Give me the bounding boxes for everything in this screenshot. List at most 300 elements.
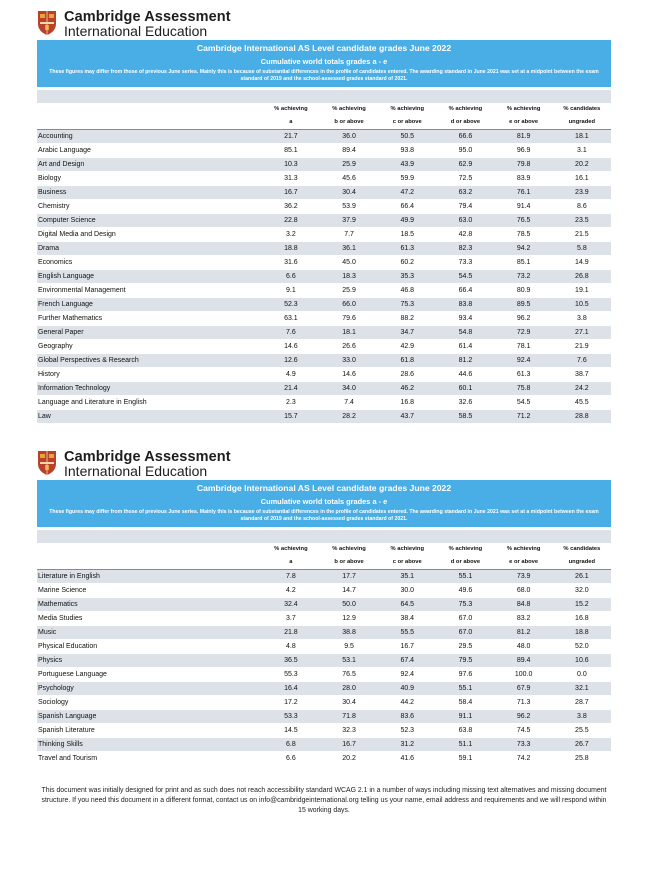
results-section-2: [37, 450, 611, 766]
value-cell: 29.5: [436, 640, 494, 654]
grades-table: [37, 103, 611, 424]
subject-cell: Portuguese Language: [37, 668, 262, 682]
value-cell: 68.0: [495, 584, 553, 598]
value-cell: 35.3: [378, 270, 436, 284]
value-cell: 81.9: [495, 130, 553, 144]
value-cell: 83.6: [378, 710, 436, 724]
value-cell: 28.8: [553, 410, 611, 424]
value-cell: 58.5: [436, 410, 494, 424]
table-row: [37, 696, 611, 710]
value-cell: 79.4: [436, 200, 494, 214]
value-cell: 10.3: [262, 158, 320, 172]
value-cell: 12.9: [320, 612, 378, 626]
value-cell: 79.8: [495, 158, 553, 172]
subject-cell: Chemistry: [37, 200, 262, 214]
value-cell: 3.2: [262, 228, 320, 242]
column-header: % achieving: [506, 106, 541, 112]
value-cell: 45.6: [320, 172, 378, 186]
value-cell: 18.8: [262, 242, 320, 256]
value-cell: 18.3: [320, 270, 378, 284]
table-row: [37, 724, 611, 738]
table-row: [37, 710, 611, 724]
value-cell: 26.6: [320, 340, 378, 354]
column-header: % achieving: [390, 106, 424, 112]
value-cell: 14.5: [262, 724, 320, 738]
value-cell: 73.9: [495, 570, 553, 584]
value-cell: 91.1: [436, 710, 494, 724]
column-subheader: c or above: [378, 556, 436, 570]
value-cell: 100.0: [495, 668, 553, 682]
value-cell: 50.0: [320, 598, 378, 612]
brand-name: Cambridge Assessment: [64, 9, 231, 25]
value-cell: 61.3: [495, 368, 553, 382]
subject-cell: Physics: [37, 654, 262, 668]
brand-subname: International Education: [64, 463, 208, 479]
value-cell: 84.8: [495, 598, 553, 612]
column-subheader: ungraded: [553, 556, 611, 570]
value-cell: 32.1: [553, 682, 611, 696]
value-cell: 44.6: [436, 368, 494, 382]
subject-cell: Information Technology: [37, 382, 262, 396]
value-cell: 42.9: [378, 340, 436, 354]
value-cell: 94.2: [495, 242, 553, 256]
column-header: % achieving: [274, 106, 308, 112]
column-header: % achieving: [448, 546, 483, 552]
value-cell: 2.3: [262, 396, 320, 410]
subject-cell: Psychology: [37, 682, 262, 696]
value-cell: 17.2: [262, 696, 320, 710]
value-cell: 14.6: [262, 340, 320, 354]
value-cell: 32.6: [436, 396, 494, 410]
value-cell: 28.0: [320, 682, 378, 696]
value-cell: 54.5: [436, 270, 494, 284]
value-cell: 24.2: [553, 382, 611, 396]
subject-cell: Art and Design: [37, 158, 262, 172]
brand-header: [37, 10, 611, 38]
value-cell: 23.9: [553, 186, 611, 200]
value-cell: 63.2: [436, 186, 494, 200]
value-cell: 46.2: [378, 382, 436, 396]
value-cell: 26.7: [553, 738, 611, 752]
value-cell: 31.2: [378, 738, 436, 752]
value-cell: 16.7: [320, 738, 378, 752]
value-cell: 4.9: [262, 368, 320, 382]
subject-cell: Music: [37, 626, 262, 640]
value-cell: 4.8: [262, 640, 320, 654]
column-subheader: d or above: [436, 556, 494, 570]
table-row: [37, 682, 611, 696]
value-cell: 59.1: [436, 752, 494, 766]
value-cell: 76.1: [495, 186, 553, 200]
subject-cell: Mathematics: [37, 598, 262, 612]
column-subheader: e or above: [495, 556, 553, 570]
value-cell: 47.2: [378, 186, 436, 200]
column-header-blank: [37, 103, 262, 116]
value-cell: 45.5: [553, 396, 611, 410]
value-cell: 79.6: [320, 312, 378, 326]
value-cell: 7.7: [320, 228, 378, 242]
column-subheader: c or above: [378, 116, 436, 130]
table-row: [37, 172, 611, 186]
value-cell: 32.4: [262, 598, 320, 612]
value-cell: 31.6: [262, 256, 320, 270]
value-cell: 6.8: [262, 738, 320, 752]
value-cell: 53.9: [320, 200, 378, 214]
subject-cell: Accounting: [37, 130, 262, 144]
value-cell: 32.3: [320, 724, 378, 738]
table-row: [37, 626, 611, 640]
value-cell: 19.1: [553, 284, 611, 298]
value-cell: 61.8: [378, 354, 436, 368]
value-cell: 60.2: [378, 256, 436, 270]
column-header: % candidates: [563, 106, 601, 112]
table-row: [37, 144, 611, 158]
table-row: [37, 242, 611, 256]
crest-logo-icon: [37, 450, 57, 476]
value-cell: 53.3: [262, 710, 320, 724]
value-cell: 16.8: [378, 396, 436, 410]
column-header: % achieving: [448, 106, 483, 112]
value-cell: 71.8: [320, 710, 378, 724]
value-cell: 91.4: [495, 200, 553, 214]
table-row: [37, 326, 611, 340]
value-cell: 81.2: [436, 354, 494, 368]
value-cell: 61.4: [436, 340, 494, 354]
value-cell: 38.7: [553, 368, 611, 382]
subject-cell: Further Mathematics: [37, 312, 262, 326]
value-cell: 76.5: [320, 668, 378, 682]
value-cell: 15.7: [262, 410, 320, 424]
column-subheader: ungraded: [553, 116, 611, 130]
value-cell: 41.6: [378, 752, 436, 766]
value-cell: 20.2: [320, 752, 378, 766]
table-row: [37, 340, 611, 354]
value-cell: 71.2: [495, 410, 553, 424]
value-cell: 89.4: [495, 654, 553, 668]
brand-header: [37, 450, 611, 478]
banner-note: These figures may differ from those of previous June series. Mainly this is because of substantial differences in the profile of candidates entered. The awarding standard in June 2021 was set at a midpoint between the exam standard of 2019 and the school-assessed grades standard of 2021.: [49, 509, 599, 522]
brand-name: Cambridge Assessment: [64, 449, 231, 465]
value-cell: 72.5: [436, 172, 494, 186]
value-cell: 72.9: [495, 326, 553, 340]
table-row: [37, 228, 611, 242]
value-cell: 37.9: [320, 214, 378, 228]
subject-cell: Media Studies: [37, 612, 262, 626]
value-cell: 55.5: [378, 626, 436, 640]
subject-cell: Business: [37, 186, 262, 200]
subject-cell: General Paper: [37, 326, 262, 340]
spacer-bar: [37, 90, 611, 103]
value-cell: 36.1: [320, 242, 378, 256]
title-banner: [37, 480, 611, 527]
table-row: [37, 158, 611, 172]
value-cell: 16.7: [262, 186, 320, 200]
value-cell: 96.2: [495, 312, 553, 326]
value-cell: 30.4: [320, 186, 378, 200]
banner-subtitle: Cumulative world totals grades a - e: [260, 497, 388, 506]
value-cell: 23.5: [553, 214, 611, 228]
subject-cell: Literature in English: [37, 570, 262, 584]
value-cell: 12.6: [262, 354, 320, 368]
value-cell: 66.6: [436, 130, 494, 144]
value-cell: 83.9: [495, 172, 553, 186]
value-cell: 16.4: [262, 682, 320, 696]
banner-note: These figures may differ from those of previous June series. Mainly this is because of substantial differences in the profile of candidates entered. The awarding standard in June 2021 was set at a midpoint between the exam standard of 2019 and the school-assessed grades standard of 2021.: [49, 69, 599, 82]
value-cell: 54.5: [495, 396, 553, 410]
value-cell: 18.1: [320, 326, 378, 340]
crest-logo-icon: [37, 10, 57, 36]
value-cell: 26.8: [553, 270, 611, 284]
column-subheader: a: [262, 116, 320, 130]
value-cell: 83.2: [495, 612, 553, 626]
subject-cell: Computer Science: [37, 214, 262, 228]
value-cell: 21.4: [262, 382, 320, 396]
value-cell: 67.0: [436, 612, 494, 626]
value-cell: 21.7: [262, 130, 320, 144]
value-cell: 63.8: [436, 724, 494, 738]
value-cell: 9.5: [320, 640, 378, 654]
value-cell: 58.4: [436, 696, 494, 710]
value-cell: 28.6: [378, 368, 436, 382]
value-cell: 31.3: [262, 172, 320, 186]
column-header: % achieving: [390, 546, 424, 552]
value-cell: 26.1: [553, 570, 611, 584]
column-header: % achieving: [274, 546, 308, 552]
subject-cell: Sociology: [37, 696, 262, 710]
value-cell: 18.5: [378, 228, 436, 242]
value-cell: 3.1: [553, 144, 611, 158]
value-cell: 14.7: [320, 584, 378, 598]
column-subheader: b or above: [320, 116, 378, 130]
value-cell: 81.2: [495, 626, 553, 640]
value-cell: 73.2: [495, 270, 553, 284]
value-cell: 35.1: [378, 570, 436, 584]
value-cell: 63.1: [262, 312, 320, 326]
value-cell: 75.8: [495, 382, 553, 396]
subject-cell: Environmental Management: [37, 284, 262, 298]
value-cell: 75.3: [378, 298, 436, 312]
value-cell: 93.8: [378, 144, 436, 158]
value-cell: 66.0: [320, 298, 378, 312]
value-cell: 36.0: [320, 130, 378, 144]
value-cell: 54.8: [436, 326, 494, 340]
grades-table: [37, 543, 611, 766]
brand-subname: International Education: [64, 23, 208, 39]
table-row: [37, 312, 611, 326]
value-cell: 85.1: [262, 144, 320, 158]
subject-cell: Physical Education: [37, 640, 262, 654]
value-cell: 76.5: [495, 214, 553, 228]
value-cell: 46.8: [378, 284, 436, 298]
value-cell: 71.3: [495, 696, 553, 710]
column-subheader: a: [262, 556, 320, 570]
value-cell: 38.8: [320, 626, 378, 640]
value-cell: 89.5: [495, 298, 553, 312]
value-cell: 36.5: [262, 654, 320, 668]
value-cell: 3.7: [262, 612, 320, 626]
value-cell: 40.9: [378, 682, 436, 696]
column-header: % candidates: [563, 546, 601, 552]
value-cell: 30.4: [320, 696, 378, 710]
value-cell: 74.2: [495, 752, 553, 766]
value-cell: 53.1: [320, 654, 378, 668]
value-cell: 82.3: [436, 242, 494, 256]
value-cell: 96.9: [495, 144, 553, 158]
table-row: [37, 368, 611, 382]
accessibility-footer-note: This document was initially designed for print and as such does not reach accessibility standard WCAG 2.1 in a number of ways including missing text alternatives and missing document structure. If you need this document in a different format, contact us on info@cambridgeinternational.org telling us your name, email address and requirements and we will respond within 15 working days.: [41, 787, 607, 814]
value-cell: 67.4: [378, 654, 436, 668]
value-cell: 80.9: [495, 284, 553, 298]
subject-cell: Biology: [37, 172, 262, 186]
value-cell: 55.1: [436, 682, 494, 696]
subject-cell: Global Perspectives & Research: [37, 354, 262, 368]
table-row: [37, 598, 611, 612]
column-subheader: d or above: [436, 116, 494, 130]
value-cell: 9.1: [262, 284, 320, 298]
value-cell: 21.9: [553, 340, 611, 354]
value-cell: 18.1: [553, 130, 611, 144]
value-cell: 67.9: [495, 682, 553, 696]
value-cell: 7.4: [320, 396, 378, 410]
subject-cell: Economics: [37, 256, 262, 270]
column-header: % achieving: [332, 106, 366, 112]
value-cell: 16.8: [553, 612, 611, 626]
value-cell: 22.8: [262, 214, 320, 228]
value-cell: 14.9: [553, 256, 611, 270]
value-cell: 78.5: [495, 228, 553, 242]
value-cell: 45.0: [320, 256, 378, 270]
value-cell: 27.1: [553, 326, 611, 340]
table-row: [37, 640, 611, 654]
value-cell: 16.1: [553, 172, 611, 186]
value-cell: 50.5: [378, 130, 436, 144]
value-cell: 66.4: [436, 284, 494, 298]
value-cell: 78.1: [495, 340, 553, 354]
value-cell: 55.3: [262, 668, 320, 682]
table-row: [37, 214, 611, 228]
value-cell: 49.9: [378, 214, 436, 228]
value-cell: 66.4: [378, 200, 436, 214]
value-cell: 34.7: [378, 326, 436, 340]
value-cell: 43.9: [378, 158, 436, 172]
value-cell: 6.6: [262, 752, 320, 766]
value-cell: 3.8: [553, 312, 611, 326]
value-cell: 88.2: [378, 312, 436, 326]
subject-cell: Language and Literature in English: [37, 396, 262, 410]
value-cell: 73.3: [436, 256, 494, 270]
value-cell: 7.8: [262, 570, 320, 584]
table-row: [37, 668, 611, 682]
table-row: [37, 410, 611, 424]
table-row: [37, 298, 611, 312]
value-cell: 20.2: [553, 158, 611, 172]
banner-title: Cambridge International AS Level candidate grades June 2022: [196, 483, 452, 493]
table-row: [37, 612, 611, 626]
value-cell: 8.6: [553, 200, 611, 214]
table-row: [37, 570, 611, 584]
subject-cell: Marine Science: [37, 584, 262, 598]
table-body: [37, 570, 611, 766]
subject-cell: Arabic Language: [37, 144, 262, 158]
value-cell: 75.3: [436, 598, 494, 612]
value-cell: 10.5: [553, 298, 611, 312]
table-row: [37, 256, 611, 270]
value-cell: 30.0: [378, 584, 436, 598]
value-cell: 92.4: [378, 668, 436, 682]
value-cell: 62.9: [436, 158, 494, 172]
value-cell: 97.6: [436, 668, 494, 682]
value-cell: 48.0: [495, 640, 553, 654]
subject-cell: Thinking Skills: [37, 738, 262, 752]
column-subheader-blank: [37, 556, 262, 570]
table-row: [37, 186, 611, 200]
table-body: [37, 130, 611, 424]
value-cell: 28.7: [553, 696, 611, 710]
column-header-blank: [37, 543, 262, 556]
spacer-bar: [37, 530, 611, 543]
column-subheader: b or above: [320, 556, 378, 570]
table-row: [37, 382, 611, 396]
value-cell: 92.4: [495, 354, 553, 368]
value-cell: 10.6: [553, 654, 611, 668]
value-cell: 52.3: [262, 298, 320, 312]
value-cell: 95.0: [436, 144, 494, 158]
value-cell: 67.0: [436, 626, 494, 640]
subject-cell: History: [37, 368, 262, 382]
value-cell: 49.6: [436, 584, 494, 598]
subject-cell: Spanish Literature: [37, 724, 262, 738]
table-row: [37, 654, 611, 668]
table-row: [37, 738, 611, 752]
value-cell: 59.9: [378, 172, 436, 186]
value-cell: 6.6: [262, 270, 320, 284]
value-cell: 79.5: [436, 654, 494, 668]
table-row: [37, 200, 611, 214]
value-cell: 42.8: [436, 228, 494, 242]
subject-cell: Drama: [37, 242, 262, 256]
value-cell: 83.8: [436, 298, 494, 312]
subject-cell: English Language: [37, 270, 262, 284]
column-subheader: e or above: [495, 116, 553, 130]
value-cell: 14.6: [320, 368, 378, 382]
value-cell: 52.3: [378, 724, 436, 738]
column-subheader-blank: [37, 116, 262, 130]
value-cell: 85.1: [495, 256, 553, 270]
value-cell: 52.0: [553, 640, 611, 654]
value-cell: 96.2: [495, 710, 553, 724]
value-cell: 89.4: [320, 144, 378, 158]
value-cell: 0.0: [553, 668, 611, 682]
subject-cell: Travel and Tourism: [37, 752, 262, 766]
value-cell: 93.4: [436, 312, 494, 326]
value-cell: 21.8: [262, 626, 320, 640]
value-cell: 16.7: [378, 640, 436, 654]
value-cell: 5.8: [553, 242, 611, 256]
table-row: [37, 396, 611, 410]
value-cell: 21.5: [553, 228, 611, 242]
value-cell: 44.2: [378, 696, 436, 710]
value-cell: 38.4: [378, 612, 436, 626]
value-cell: 63.0: [436, 214, 494, 228]
subject-cell: Spanish Language: [37, 710, 262, 724]
subject-cell: Geography: [37, 340, 262, 354]
value-cell: 32.0: [553, 584, 611, 598]
column-header: % achieving: [506, 546, 541, 552]
value-cell: 7.6: [553, 354, 611, 368]
table-row: [37, 284, 611, 298]
value-cell: 25.9: [320, 284, 378, 298]
value-cell: 25.8: [553, 752, 611, 766]
